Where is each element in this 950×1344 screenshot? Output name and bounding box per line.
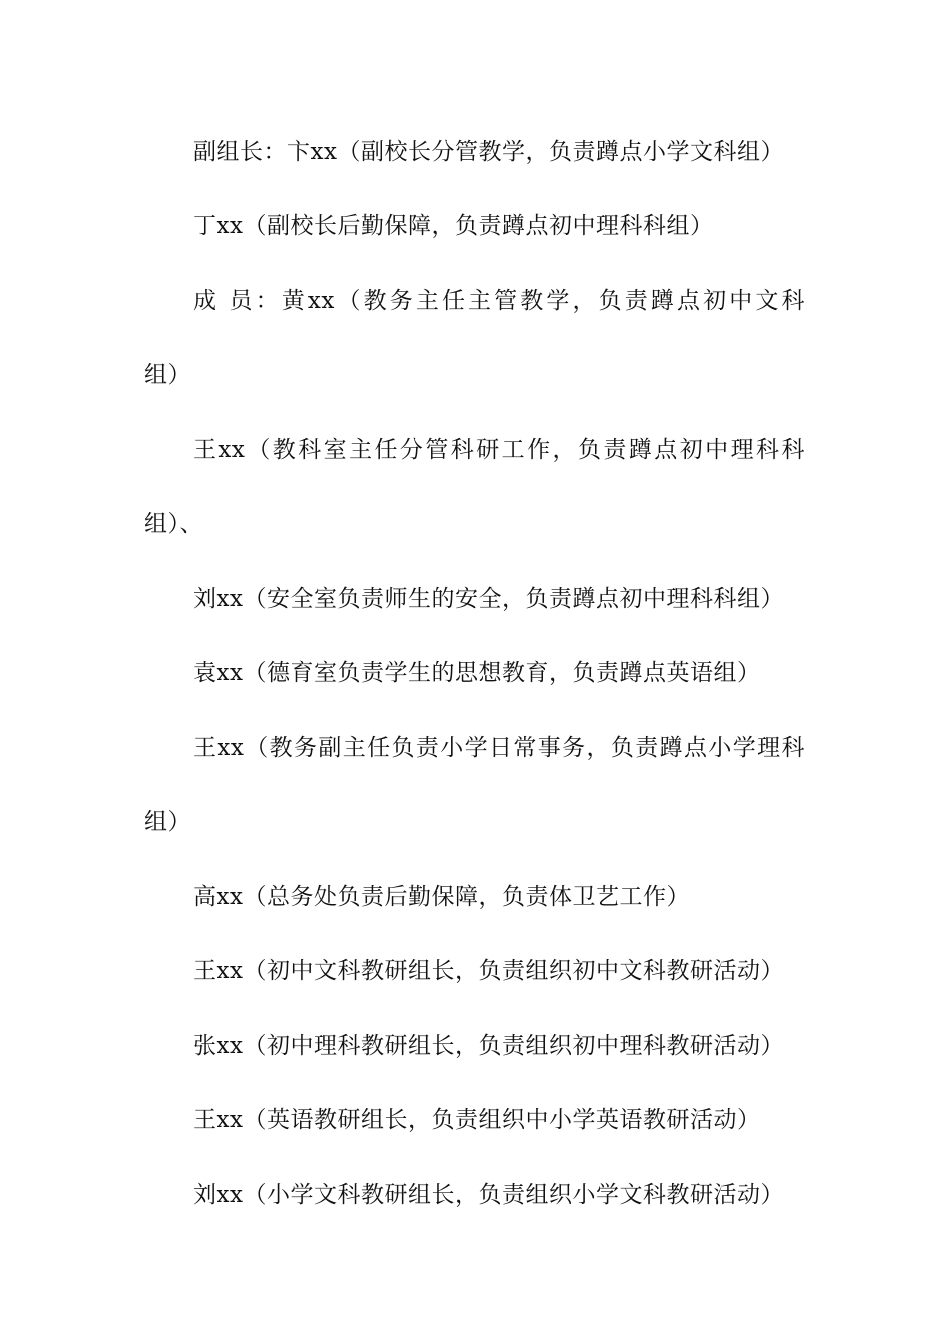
text-line-member-6: 高xx（总务处负责后勤保障，负责体卫艺工作） [193,884,690,910]
text-line-member-5: 王xx（教务副主任负责小学日常事务，负责蹲点小学理科 [193,735,805,761]
text-line-member-9: 王xx（英语教研组长，负责组织中小学英语教研活动） [193,1107,761,1133]
text-line-member-4: 袁xx（德育室负责学生的思想教育，负责蹲点英语组） [193,660,761,686]
text-line-member-2-cont: 组）、 [144,511,203,537]
text-line-member-10: 刘xx（小学文科教研组长，负责组织小学文科教研活动） [193,1182,784,1208]
text-line-member-1-cont: 组） [144,362,191,388]
text-line-member-1: 成 员：黄xx（教务主任主管教学，负责蹲点初中文科 [193,288,805,314]
text-line-member-5-cont: 组） [144,809,191,835]
text-line-member-8: 张xx（初中理科教研组长，负责组织初中理科教研活动） [193,1033,784,1059]
text-line-member-7: 王xx（初中文科教研组长，负责组织初中文科教研活动） [193,958,784,984]
text-line-deputy-leader-1: 副组长：卞xx（副校长分管教学，负责蹲点小学文科组） [193,139,784,165]
text-line-member-3: 刘xx（安全室负责师生的安全，负责蹲点初中理科科组） [193,586,784,612]
text-line-deputy-leader-2: 丁xx（副校长后勤保障，负责蹲点初中理科科组） [193,213,714,239]
text-line-member-2: 王xx（教科室主任分管科研工作，负责蹲点初中理科科 [193,437,805,463]
